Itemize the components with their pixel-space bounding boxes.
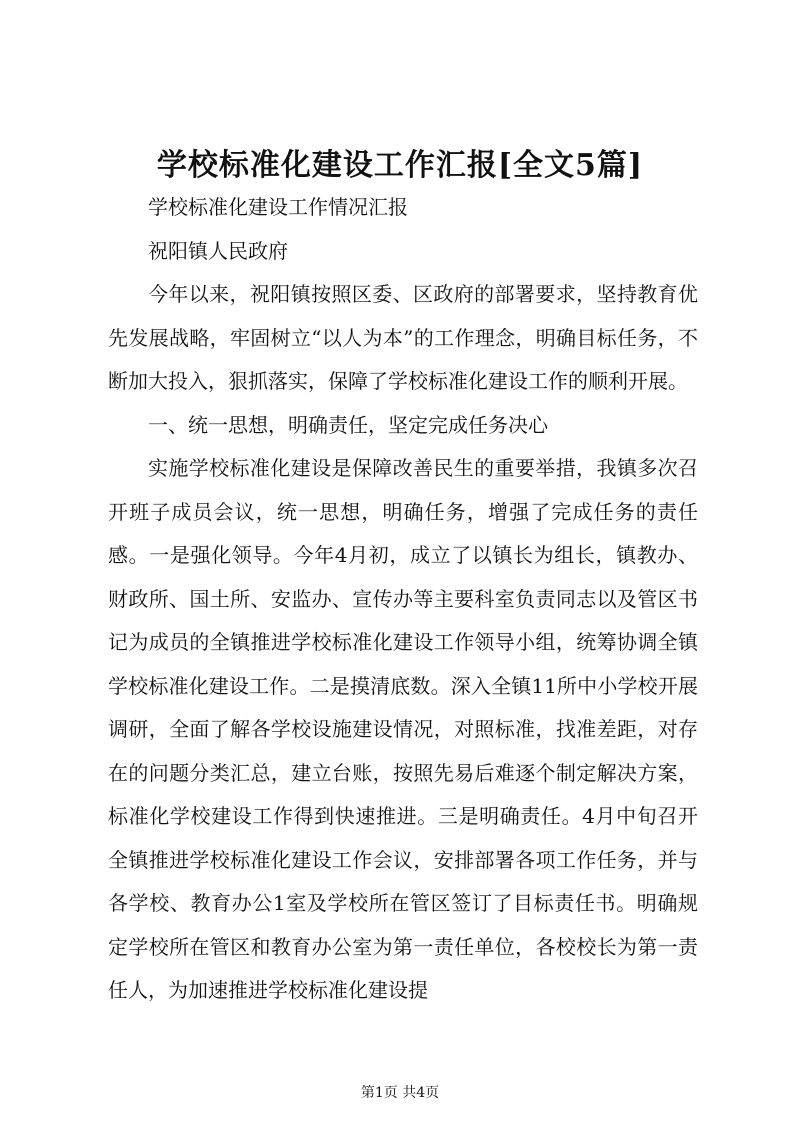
intro-paragraph: 今年以来，祝阳镇按照区委、区政府的部署要求，坚持教育优先发展战略，牢固树立“以人为本”的工作理念，明确目标任务，不断加大投入，狠抓落实，保障了学校标准化建设工作的顺利开展。 [108,282,698,393]
document-title: 学校标准化建设工作汇报[全文5篇] [156,148,644,183]
section-heading: 一、统一思想，明确责任，坚定完成任务决心 [148,412,548,437]
subtitle-paragraph: 学校标准化建设工作情况汇报 [148,195,408,219]
author-paragraph: 祝阳镇人民政府 [148,238,288,263]
document-body [108,186,698,1013]
page-number: 第1页 共4页 [360,1085,440,1101]
body-paragraph: 实施学校标准化建设是保障改善民生的重要举措，我镇多次召开班子成员会议，统一思想，明确任务，增强了完成任务的责任感。一是强化领导。今年4月初，成立了以镇长为组长，镇教办、财政所、国土所、安监办、宣传办等主要科室负责同志以及管区书记为成员的全镇推进学校标准化建设工作领导小组，统筹协调全镇学校标准化建设工作。二是摸清底数。深入全镇11所中小学校开展调研，全面了解各学校设施建设情况，对照标准，找准差距，对存在的问题分类汇总，建立台账，按照先易后难逐个制定解决方案，标准化学校建设工作得到快速推进。三是明确责任。4月中旬召开全镇推进学校标准化建设工作会议，安排部署各项工作任务，并与各学校、教育办公1室及学校所在管区签订了目标责任书。明确规定学校所在管区和教育办公室为第一责任单位，各校校长为第一责任人，为加速推进学校标准化建设提 [108,456,698,1002]
